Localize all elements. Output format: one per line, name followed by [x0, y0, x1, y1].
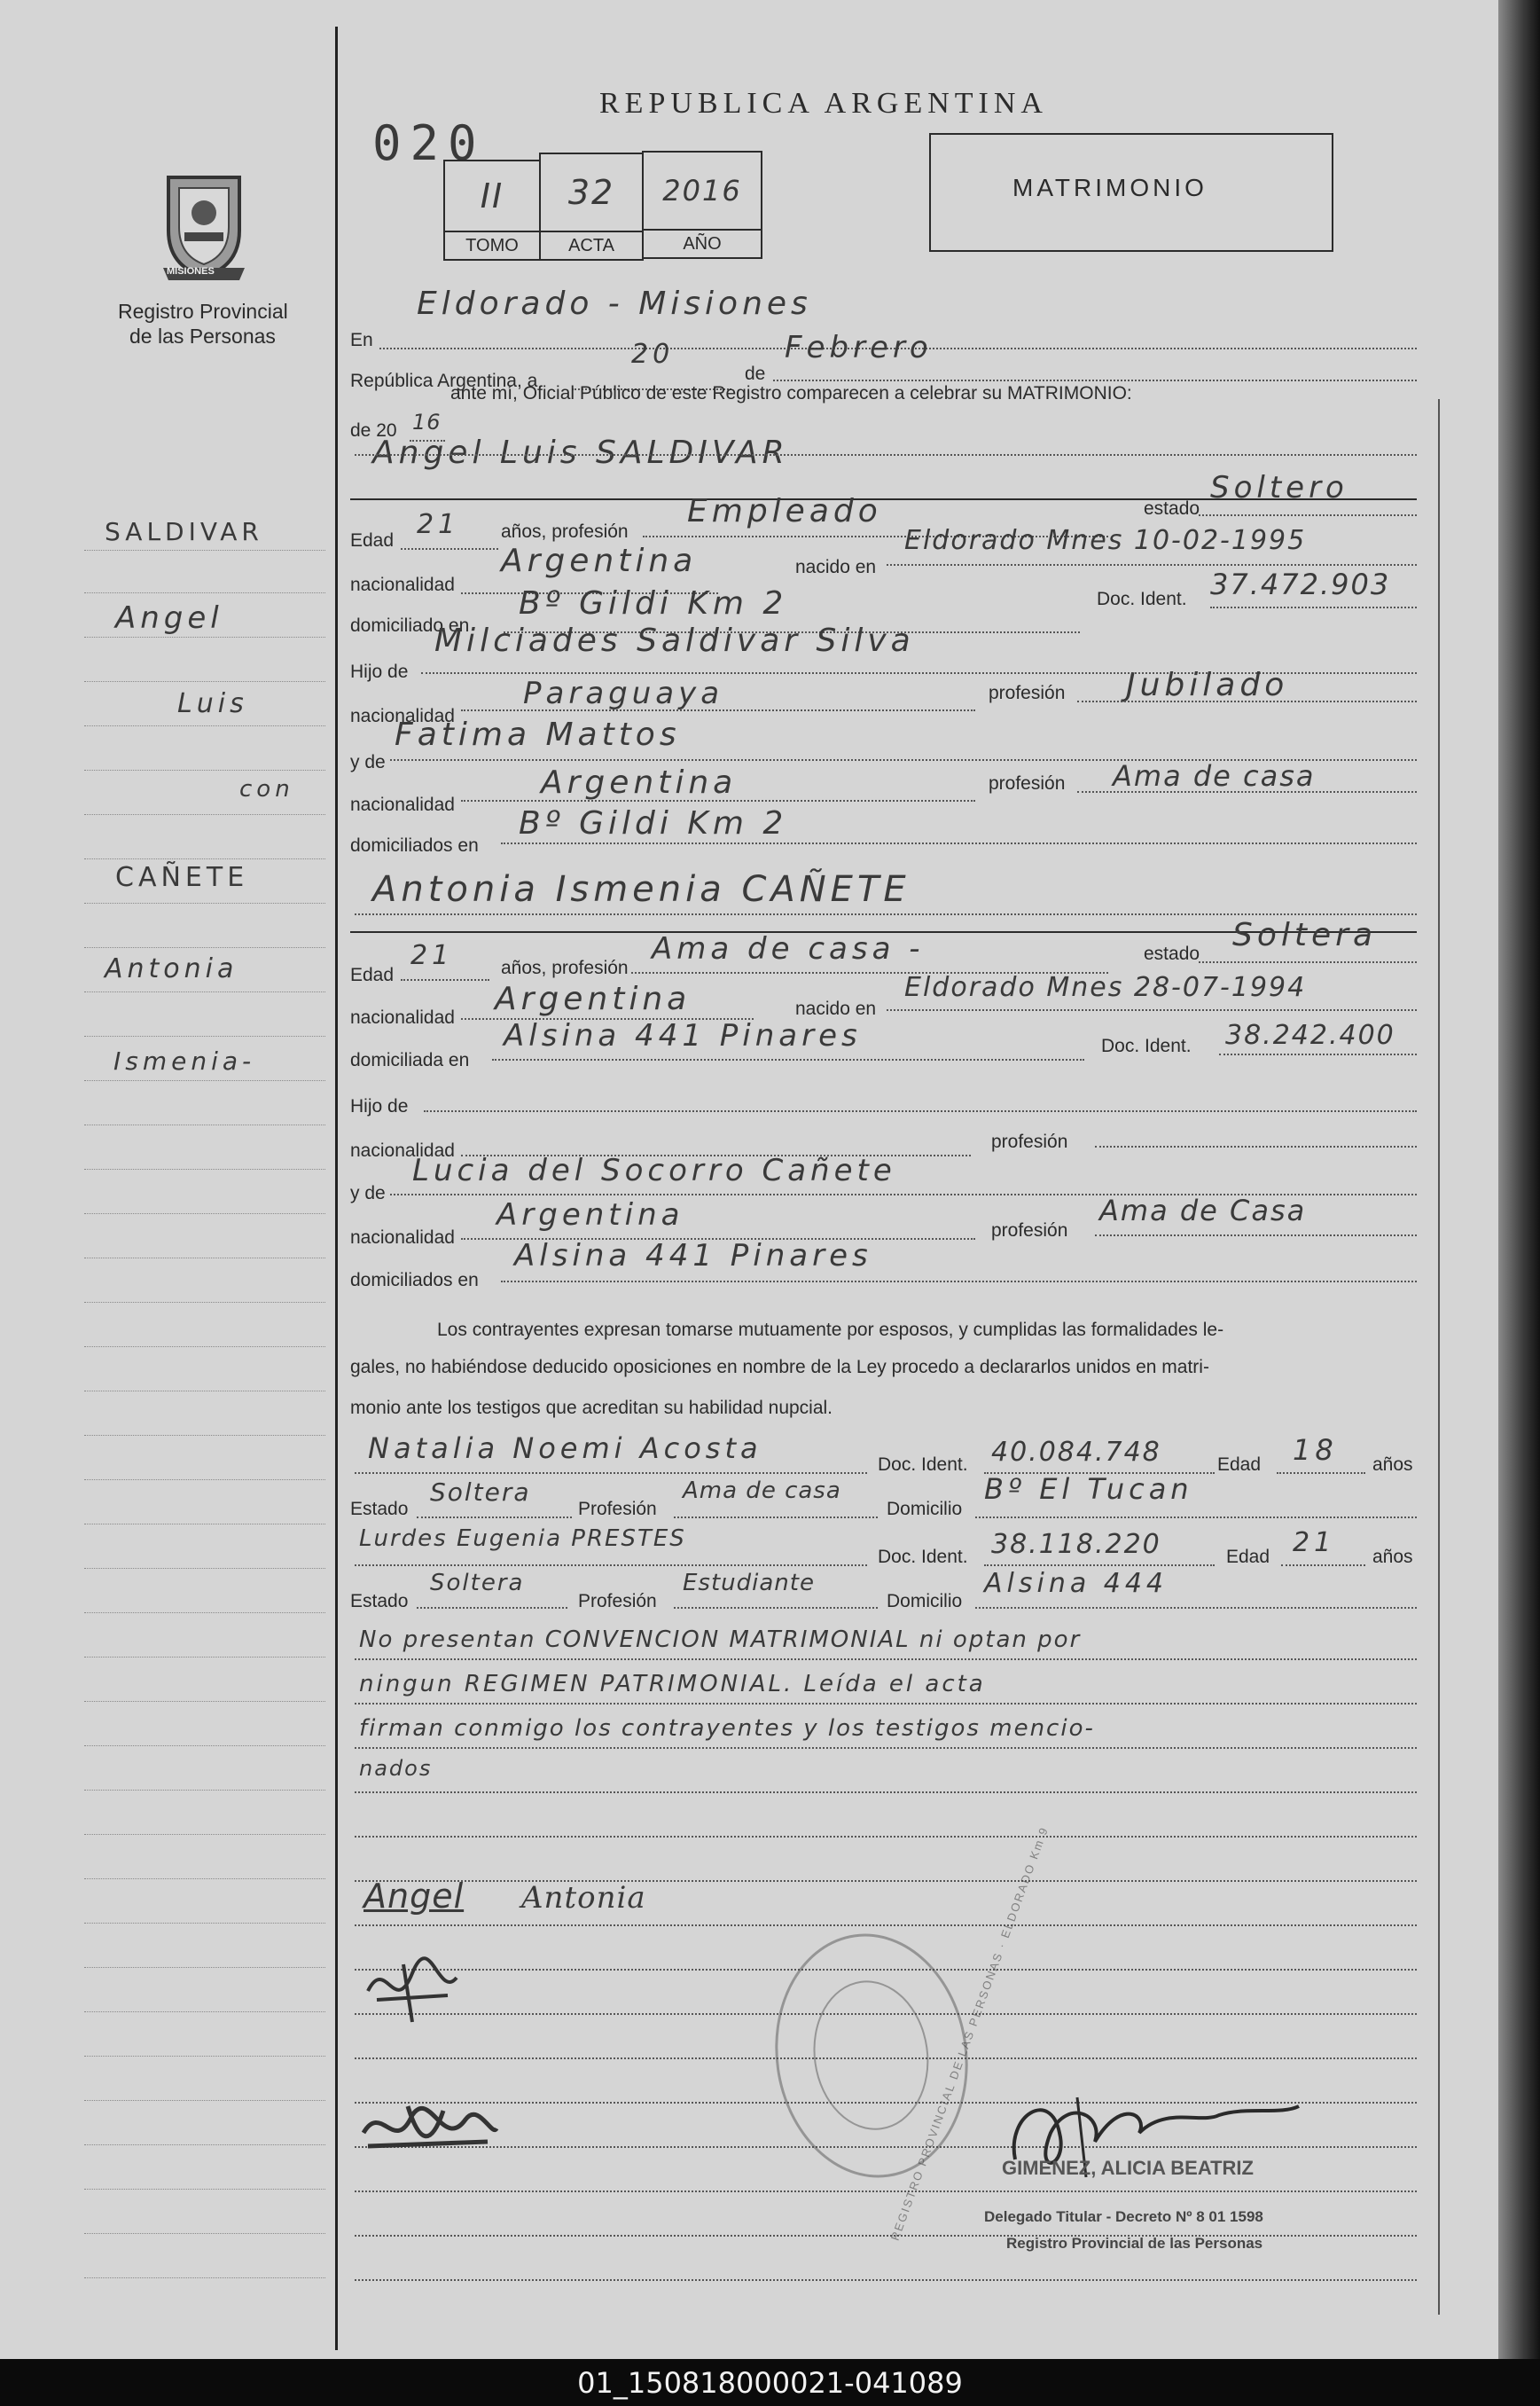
witness1-doc: 40.084.748 — [991, 1437, 1161, 1468]
note-rule — [355, 1836, 1417, 1838]
bride-nacido-label: nacido en — [795, 999, 877, 1019]
margin-rule — [84, 814, 325, 815]
official-name: GIMENEZ, ALICIA BEATRIZ — [1002, 2157, 1254, 2179]
note-rule — [355, 1703, 1417, 1705]
witness1-status-line — [417, 1516, 572, 1518]
groom-father-nationality-line — [461, 709, 975, 711]
groom-profession: Empleado — [687, 493, 882, 529]
groom-mother-profession-line — [1077, 791, 1417, 793]
anio-label: AÑO — [683, 233, 722, 254]
margin-rule — [84, 1657, 325, 1658]
bride-status: Soltera — [1232, 917, 1378, 953]
margin-rule — [84, 770, 325, 771]
margin-divider — [335, 27, 338, 2350]
bride-nacionalidad-label: nacionalidad — [350, 1007, 455, 1028]
witness2-age-line — [1281, 1564, 1365, 1566]
margin-rule — [84, 2011, 325, 2012]
groom-edad-label: Edad — [350, 530, 395, 551]
bride-parents-address-line — [501, 1281, 1417, 1282]
witness2-signature-icon — [355, 2084, 505, 2173]
margin-note: Angel — [115, 600, 223, 636]
margin-rule — [84, 903, 325, 904]
witness2-doc: 38.118.220 — [991, 1529, 1161, 1560]
bride-edad-label: Edad — [350, 965, 395, 985]
groom-doc-line — [1210, 607, 1417, 608]
bride-father-profession-line — [1095, 1146, 1417, 1148]
month-value: Febrero — [785, 330, 933, 365]
margin-rule — [84, 991, 325, 992]
groom-status-line — [1199, 514, 1417, 516]
witness1-anos-label: años — [1372, 1454, 1413, 1475]
witness2-doc-line — [984, 1564, 1215, 1566]
witness2-dom-label: Domicilio — [887, 1591, 963, 1611]
margin-rule — [84, 681, 325, 682]
margin-rule — [84, 1790, 325, 1791]
witness2-name: Lurdes Eugenia PRESTES — [359, 1525, 686, 1552]
groom-father-nac-label: nacionalidad — [350, 706, 455, 726]
groom-age-line — [401, 548, 498, 550]
bride-anos-prof-label: años, profesión — [501, 958, 629, 978]
margin-rule — [84, 1435, 325, 1436]
witness1-name: Natalia Noemi Acosta — [368, 1431, 762, 1465]
margin-rule — [84, 1834, 325, 1835]
groom-mother: Fatima Mattos — [395, 717, 681, 753]
witness1-address-line — [975, 1516, 1417, 1518]
acta-cell — [539, 153, 644, 232]
margin-note: Luis — [177, 688, 248, 719]
bride-age: 21 — [410, 940, 454, 971]
anio-label-cell — [642, 229, 762, 259]
margin-rule — [84, 858, 325, 859]
bride-mother-nationality: Argentina — [496, 1197, 684, 1233]
groom-domiciliado-label: domiciliado en — [350, 615, 470, 636]
margin-rule — [84, 1346, 325, 1347]
registry-name-line1: Registro Provincial — [118, 300, 288, 323]
groom-yde-label: y de — [350, 752, 386, 772]
signature-rule — [355, 2190, 1417, 2192]
de20-label: de 20 — [350, 420, 397, 441]
witness1-estado-label: Estado — [350, 1499, 409, 1519]
witness2-status: Soltera — [430, 1570, 525, 1596]
bride-address: Alsina 441 Pinares — [504, 1018, 862, 1054]
margin-rule — [84, 1568, 325, 1569]
margin-rule — [84, 592, 325, 593]
margin-rule — [84, 1967, 325, 1968]
groom-address: Bº Gildi Km 2 — [519, 585, 788, 622]
declaration-line: monio ante los testigos que acreditan su habilidad nupcial. — [350, 1398, 833, 1418]
tomo-label: TOMO — [465, 235, 519, 255]
groom-estado-label: estado — [1144, 498, 1200, 519]
bride-mother-profession: Ama de Casa — [1099, 1194, 1307, 1227]
groom-age: 21 — [417, 509, 460, 540]
crest-ribbon-text: MISIONES — [167, 266, 215, 277]
certificate-type: MATRIMONIO — [1012, 174, 1208, 201]
anio-cell — [642, 151, 762, 231]
margin-rule — [84, 1080, 325, 1081]
groom-mother-nationality-line — [461, 800, 975, 802]
margin-rule — [84, 1612, 325, 1613]
scan-id-footer: 01_150818000021-041089 — [0, 2359, 1540, 2406]
bride-parents-address: Alsina 441 Pinares — [514, 1238, 872, 1274]
groom-anos-prof-label: años, profesión — [501, 521, 629, 542]
groom-father-nationality: Paraguaya — [523, 676, 724, 711]
bride-hijo-label: Hijo de — [350, 1096, 409, 1117]
acta-label: ACTA — [568, 235, 614, 255]
margin-rule — [84, 2056, 325, 2057]
margin-rule — [84, 2189, 325, 2190]
witness2-address-line — [975, 1607, 1417, 1609]
tomo-cell — [443, 160, 541, 232]
margin-rule — [84, 550, 325, 551]
witness2-address: Alsina 444 — [984, 1568, 1169, 1599]
bride-doc-line — [1219, 1054, 1417, 1055]
margin-rule — [84, 1213, 325, 1214]
groom-dom-parents-label: domiciliados en — [350, 835, 479, 856]
bride-name: Antonia Ismenia CAÑETE — [372, 869, 911, 910]
official-stamp — [760, 1824, 1051, 2243]
declaration-line: gales, no habiéndose deducido oposiciones en nombre de la Ley procedo a declararlos unidos en matri- — [350, 1357, 1209, 1377]
bride-mother: Lucia del Socorro Cañete — [412, 1153, 896, 1188]
bride-birth-line — [887, 1009, 1417, 1011]
matrimonio-box — [929, 133, 1333, 252]
stamp-text: REGISTRO PROVINCIAL DE LAS PERSONAS · ELDORADO Km 9 — [887, 1824, 1051, 2243]
witness1-dom-label: Domicilio — [887, 1499, 963, 1519]
margin-rule — [84, 2277, 325, 2278]
witness2-doc-label: Doc. Ident. — [878, 1547, 968, 1567]
bride-mother-nac-label: nacionalidad — [350, 1227, 455, 1248]
groom-mother-prof-label: profesión — [989, 773, 1066, 794]
official-title-2: Registro Provincial de las Personas — [1006, 2235, 1263, 2252]
bride-mother-prof-label: profesión — [991, 1220, 1068, 1241]
acta-label-cell — [539, 231, 644, 261]
witness1-age-line — [1277, 1472, 1365, 1474]
bride-father-line — [424, 1110, 1417, 1112]
witness1-edad-label: Edad — [1217, 1454, 1262, 1475]
margin-rule — [84, 2100, 325, 2101]
witness2-profession: Estudiante — [683, 1570, 815, 1596]
groom-nacido-label: nacido en — [795, 557, 877, 577]
margin-rule — [84, 1036, 325, 1037]
groom-hijo-label: Hijo de — [350, 662, 409, 682]
witness2-edad-label: Edad — [1226, 1547, 1270, 1567]
groom-name-line — [355, 454, 1417, 456]
bride-dom-parents-label: domiciliados en — [350, 1270, 479, 1290]
margin-note: Ismenia- — [113, 1046, 256, 1076]
witness1-age: 18 — [1293, 1433, 1338, 1467]
bride-signature: Antonia — [521, 1880, 646, 1916]
witness1-prof-label: Profesión — [578, 1499, 657, 1519]
tomo-value: II — [480, 176, 504, 216]
bride-yde-label: y de — [350, 1183, 386, 1203]
bride-profession: Ama de casa - — [652, 931, 925, 967]
bride-nationality: Argentina — [495, 981, 692, 1017]
registry-name-line2: de las Personas — [129, 325, 276, 348]
witness1-name-line — [355, 1472, 867, 1474]
groom-status: Soltero — [1210, 470, 1348, 505]
bride-address-line — [492, 1059, 1084, 1061]
note-rule — [355, 1658, 1417, 1660]
witness1-address: Bº El Tucan — [984, 1472, 1193, 1506]
groom-name: Angel Luis SALDIVAR — [372, 435, 789, 471]
witness2-anos-label: años — [1372, 1547, 1413, 1567]
de-label: de — [745, 364, 766, 384]
note-line: No presentan CONVENCION MATRIMONIAL ni optan por — [359, 1626, 1082, 1653]
witness1-signature-icon — [359, 1947, 465, 2026]
margin-note: con — [239, 776, 294, 803]
year-value: 16 — [412, 410, 442, 435]
note-line: nados — [359, 1756, 433, 1781]
witness1-profession: Ama de casa — [683, 1477, 841, 1504]
declaration-line: Los contrayentes expresan tomarse mutuamente por esposos, y cumplidas las formalidades le- — [437, 1320, 1224, 1340]
witness2-name-line — [355, 1564, 867, 1566]
witness1-profession-line — [674, 1516, 878, 1518]
groom-nationality: Argentina — [501, 543, 698, 579]
witness2-status-line — [417, 1607, 567, 1609]
official-title-1: Delegado Titular - Decreto Nº 8 01 1598 — [984, 2208, 1263, 2225]
witness1-doc-label: Doc. Ident. — [878, 1454, 968, 1475]
margin-rule — [84, 637, 325, 638]
groom-father-profession: Jubilado — [1126, 667, 1289, 703]
groom-mother-profession: Ama de casa — [1113, 759, 1316, 793]
margin-rule — [84, 1878, 325, 1879]
groom-mother-nac-label: nacionalidad — [350, 795, 455, 815]
day-value: 20 — [631, 339, 675, 370]
groom-father: Milciades Saldivar Silva — [434, 623, 915, 659]
margin-rule — [84, 1302, 325, 1303]
note-line: ningun REGIMEN PATRIMONIAL. Leída el acta — [359, 1671, 986, 1697]
groom-parents-address-line — [501, 842, 1417, 844]
groom-father-profession-line — [1077, 701, 1417, 702]
groom-nacionalidad-label: nacionalidad — [350, 575, 455, 595]
groom-mother-nationality: Argentina — [541, 764, 738, 801]
margin-note: Antonia — [105, 953, 238, 984]
margin-rule — [84, 1169, 325, 1170]
margin-rule — [84, 725, 325, 726]
groom-parents-address: Bº Gildi Km 2 — [519, 805, 788, 842]
anio-value: 2016 — [662, 174, 742, 208]
bride-name-line — [355, 913, 1417, 915]
bride-estado-label: estado — [1144, 944, 1200, 964]
groom-signature: Angel — [364, 1877, 465, 1916]
month-line — [773, 380, 1417, 381]
page-edge — [1498, 0, 1540, 2359]
bride-age-line — [401, 979, 489, 981]
groom-doc-label: Doc. Ident. — [1097, 589, 1187, 609]
bride-father-prof-label: profesión — [991, 1132, 1068, 1152]
margin-rule — [84, 1745, 325, 1746]
signature-rule — [355, 1924, 1417, 1926]
note-rule — [355, 1747, 1417, 1749]
margin-note: SALDIVAR — [105, 517, 263, 546]
margin-rule — [84, 947, 325, 948]
note-line: firman conmigo los contrayentes y los testigos mencio- — [359, 1715, 1095, 1742]
witness2-estado-label: Estado — [350, 1591, 409, 1611]
note-rule — [355, 1880, 1417, 1882]
witness2-prof-label: Profesión — [578, 1591, 657, 1611]
groom-father-prof-label: profesión — [989, 683, 1066, 703]
official-stamp-inner — [804, 1973, 938, 2137]
signature-rule — [355, 2279, 1417, 2281]
margin-rule — [84, 1701, 325, 1702]
bride-doc-label: Doc. Ident. — [1101, 1036, 1192, 1056]
margin-rule — [84, 2233, 325, 2234]
place-value: Eldorado - Misiones — [417, 286, 812, 322]
en-label: En — [350, 330, 373, 350]
witness1-status: Soltera — [430, 1477, 531, 1507]
tomo-label-cell — [443, 231, 541, 261]
bride-mother-profession-line — [1095, 1234, 1417, 1236]
margin-rule — [84, 1479, 325, 1480]
groom-birth-line — [887, 564, 1417, 566]
note-rule — [355, 1791, 1417, 1793]
margin-note: CAÑETE — [115, 862, 249, 893]
witness2-age: 21 — [1293, 1527, 1336, 1558]
bride-birth: Eldorado Mnes 28-07-1994 — [904, 972, 1307, 1003]
ante-text: ante mí, Oficial Público de este Registro comparecen a celebrar su MATRIMONIO: — [450, 383, 1132, 404]
witness2-profession-line — [674, 1607, 878, 1609]
margin-rule — [84, 2144, 325, 2145]
margin-rule — [84, 1923, 325, 1924]
country-title: REPUBLICA ARGENTINA — [599, 87, 1048, 120]
acta-value: 32 — [567, 173, 615, 212]
bride-status-line — [1199, 961, 1417, 963]
record-number: 020 — [372, 115, 486, 171]
groom-birth: Eldorado Mnes 10-02-1995 — [904, 525, 1307, 556]
bride-domiciliada-label: domiciliada en — [350, 1050, 470, 1070]
bride-doc: 38.242.400 — [1225, 1020, 1395, 1051]
republica-label: República Argentina, a — [350, 371, 538, 391]
groom-doc: 37.472.903 — [1210, 568, 1391, 601]
right-border — [1438, 399, 1440, 2315]
bride-father-nac-label: nacionalidad — [350, 1140, 455, 1161]
